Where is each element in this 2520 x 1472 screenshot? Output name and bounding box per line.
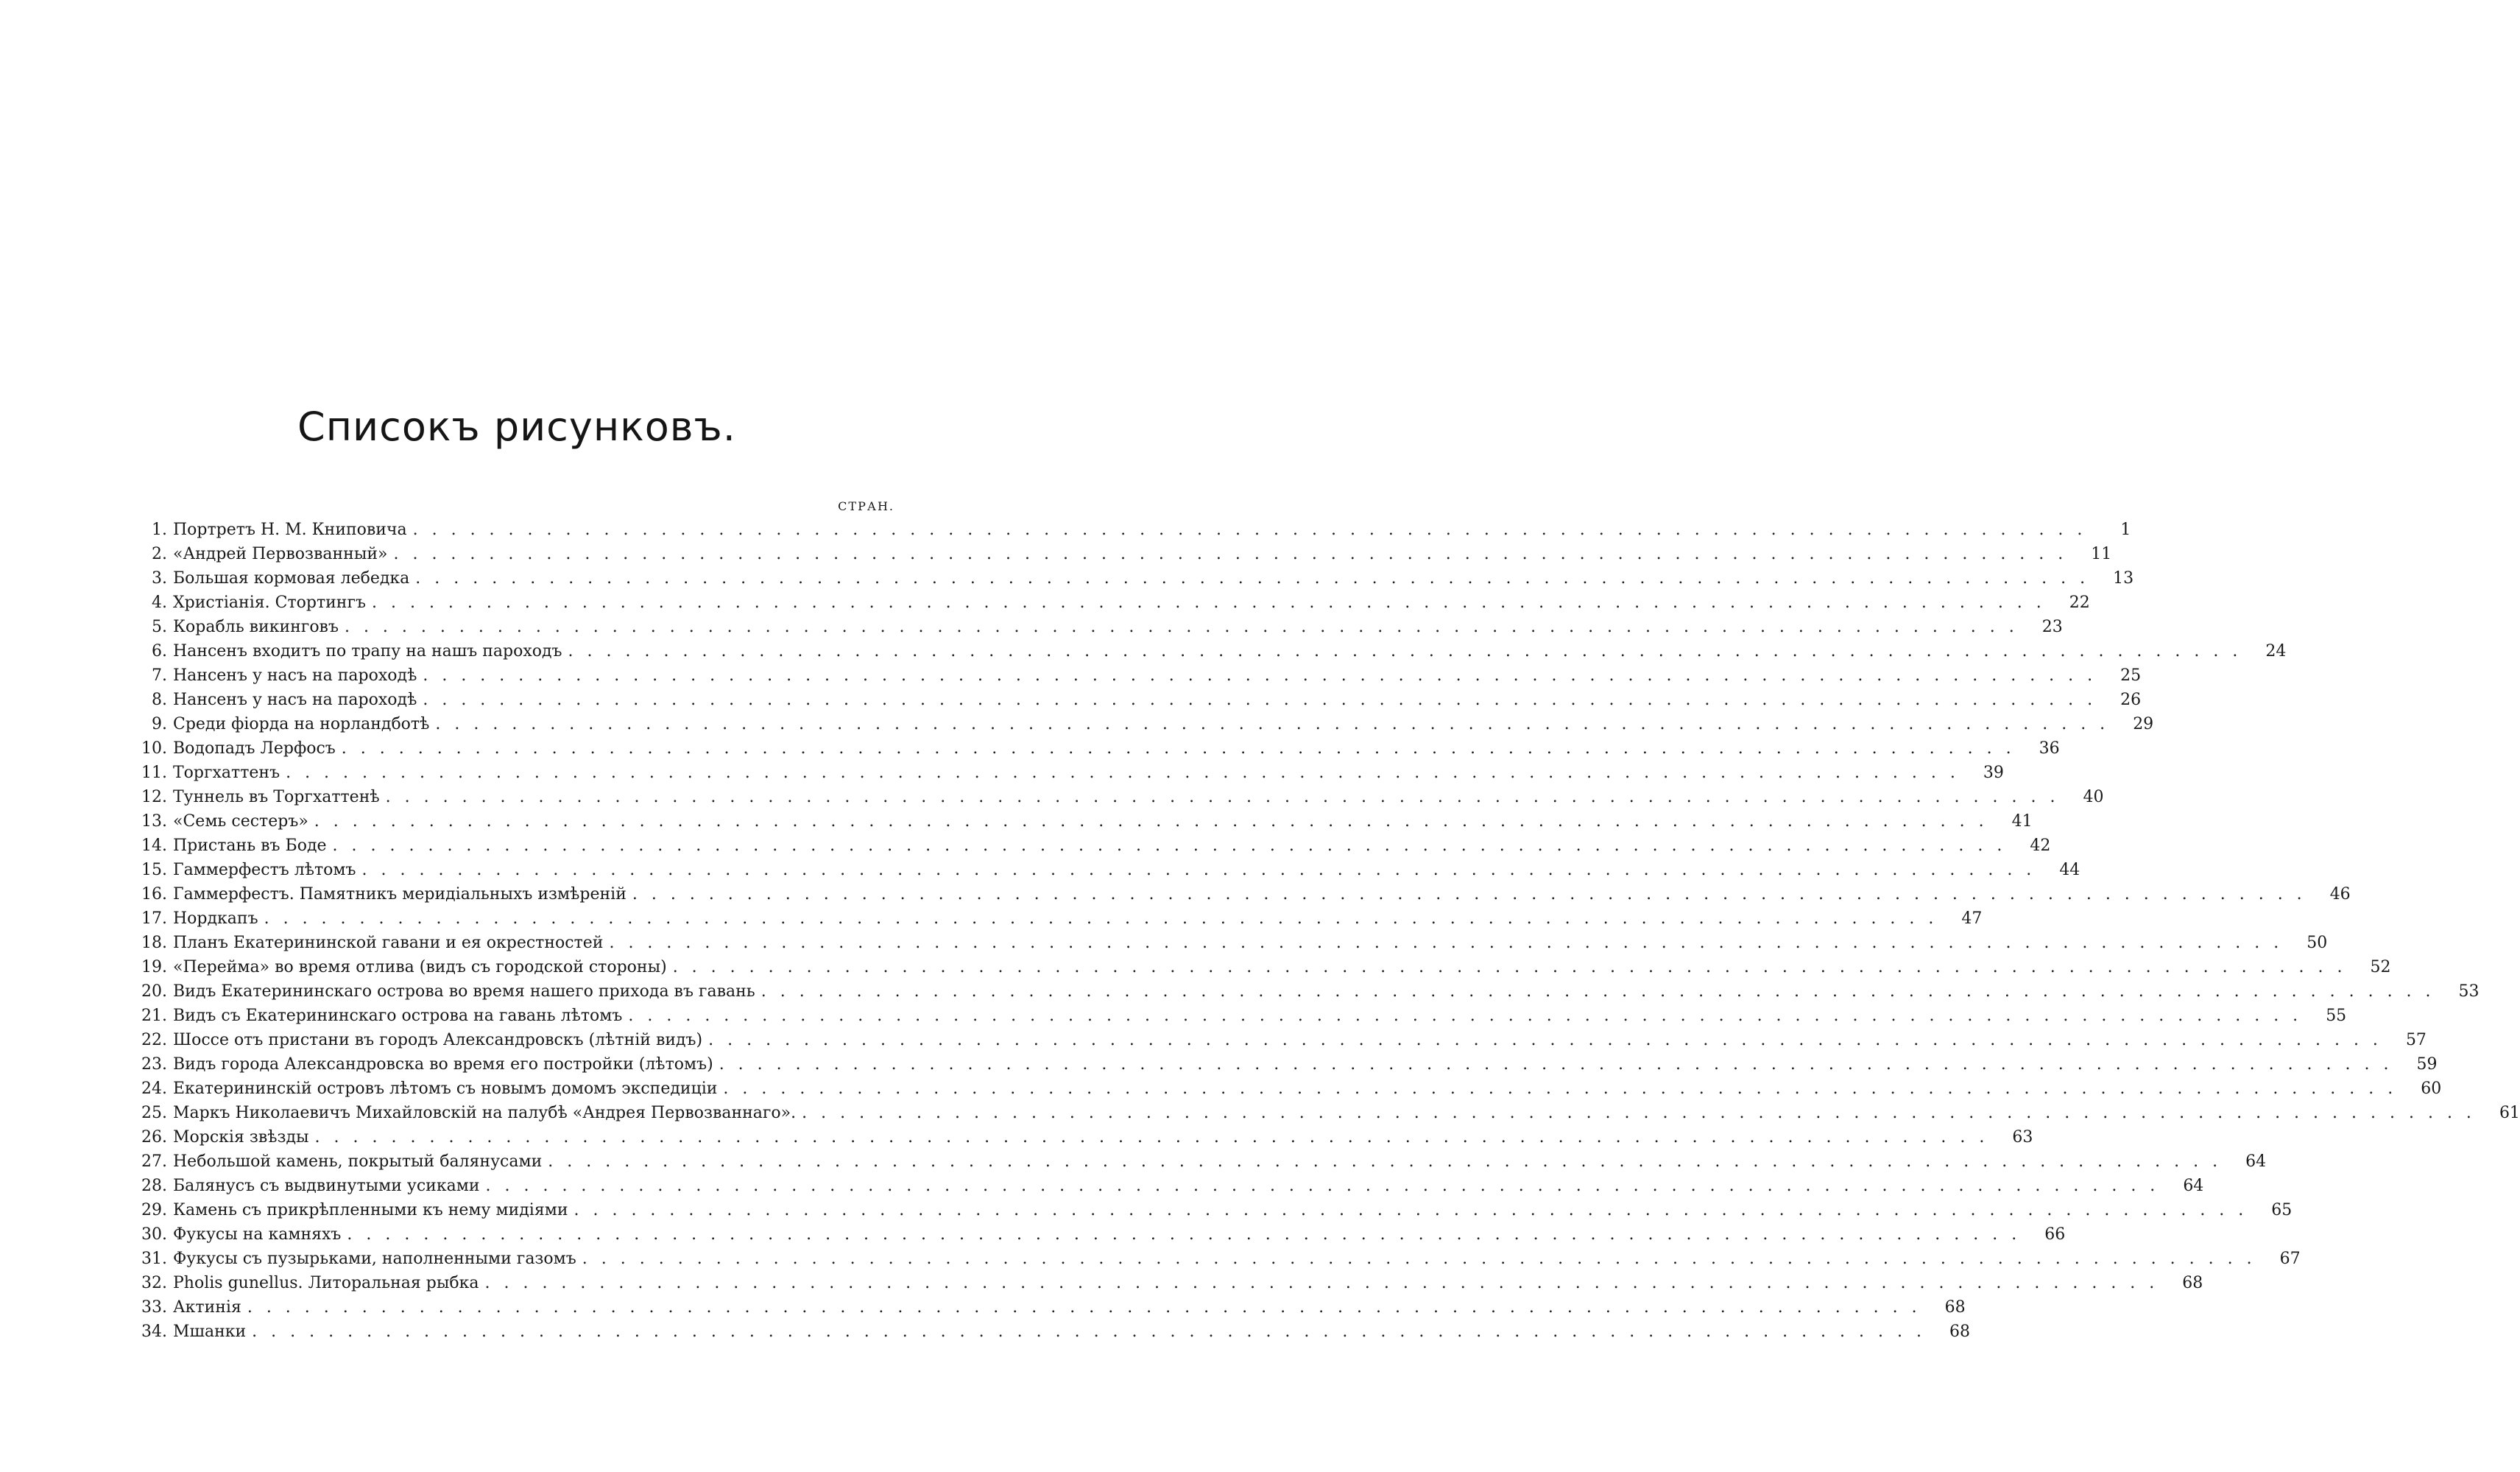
page-number: 1 xyxy=(2120,521,2131,539)
figure-number: 34. xyxy=(141,1323,167,1341)
page-number: 65 xyxy=(2271,1201,2293,1219)
figure-caption: Мшанки xyxy=(173,1323,247,1341)
figure-number: 20. xyxy=(141,982,167,1001)
list-item xyxy=(136,1174,2204,1198)
figure-caption: Фукусы съ пузырьками, наполненными газомъ xyxy=(173,1250,576,1268)
figure-number: 29. xyxy=(141,1201,167,1219)
page-number: 64 xyxy=(2183,1177,2204,1195)
figure-caption: Христіанія. Стортингъ xyxy=(173,594,366,612)
dot-leader xyxy=(568,1198,2248,1222)
figure-caption: Нордкапъ xyxy=(173,909,258,928)
page-number: 63 xyxy=(2012,1128,2033,1147)
page-number: 53 xyxy=(2458,982,2480,1001)
figure-number: 12. xyxy=(141,788,167,806)
page-number: 55 xyxy=(2326,1007,2347,1025)
figure-number: 19. xyxy=(141,958,167,976)
list-item xyxy=(136,591,2090,615)
list-item xyxy=(136,1077,2442,1101)
figure-number: 2. xyxy=(152,545,167,563)
figure-caption: Водопадъ Лерфосъ xyxy=(173,739,336,758)
dot-leader xyxy=(258,906,1938,931)
list-item xyxy=(136,1247,2301,1271)
dot-leader xyxy=(380,785,2060,809)
dot-leader xyxy=(702,1028,2382,1052)
list-item xyxy=(136,1149,2267,1174)
dot-leader xyxy=(576,1247,2256,1271)
page-number: 25 xyxy=(2120,666,2142,685)
list-item xyxy=(136,979,2480,1004)
page-number: 61 xyxy=(2499,1104,2520,1122)
dot-leader xyxy=(356,858,2036,882)
dot-leader xyxy=(309,1125,1989,1149)
figure-number: 11. xyxy=(141,764,167,782)
dot-leader xyxy=(339,615,2019,639)
page-number: 68 xyxy=(1949,1323,1970,1341)
figure-caption: Гаммерфестъ. Памятникъ меридіальныхъ измѣреній xyxy=(173,885,627,904)
dot-leader xyxy=(603,931,2283,955)
figure-caption: Гаммерфестъ лѣтомъ xyxy=(173,861,356,879)
list-item xyxy=(136,736,2060,761)
figure-number: 9. xyxy=(152,715,167,733)
figure-caption: Торгхаттенъ xyxy=(173,764,280,782)
page-title: Списокъ рисунковъ. xyxy=(297,404,736,450)
dot-leader xyxy=(429,712,2109,736)
list-item xyxy=(136,882,2351,906)
figure-caption: Нансенъ входитъ по трапу на нашъ пароходъ xyxy=(173,642,562,661)
page-number: 26 xyxy=(2120,691,2142,709)
figure-caption: Большая кормовая лебедка xyxy=(173,569,410,588)
list-item xyxy=(136,1222,2066,1247)
figure-number: 5. xyxy=(152,618,167,636)
figure-number: 4. xyxy=(152,594,167,612)
dot-leader xyxy=(417,688,2097,712)
page-number: 52 xyxy=(2370,958,2391,976)
figure-caption: Фукусы на камняхъ xyxy=(173,1225,342,1244)
page-number: 29 xyxy=(2133,715,2154,733)
figure-number: 28. xyxy=(141,1177,167,1195)
dot-leader xyxy=(366,591,2046,615)
figure-number: 33. xyxy=(141,1298,167,1317)
list-item xyxy=(136,542,2112,566)
page-number: 39 xyxy=(1983,764,2004,782)
dot-leader xyxy=(622,1004,2302,1028)
page-number: 46 xyxy=(2329,885,2351,904)
figure-caption: Нансенъ у насъ на пароходѣ xyxy=(173,691,417,709)
page-number: 64 xyxy=(2245,1152,2267,1171)
page-number: 47 xyxy=(1961,909,1983,928)
dot-leader xyxy=(246,1320,1926,1344)
dot-leader xyxy=(562,639,2242,663)
figure-caption: Морскія звѣзды xyxy=(173,1128,309,1147)
dot-leader xyxy=(387,542,2067,566)
page-number: 11 xyxy=(2091,545,2112,563)
figure-caption: Портретъ Н. М. Книповича xyxy=(173,521,407,539)
dot-leader xyxy=(667,955,2347,979)
list-item xyxy=(136,1028,2427,1052)
figure-caption: Шоссе отъ пристани въ городъ Александровскъ (лѣтній видъ) xyxy=(173,1031,703,1049)
list-item xyxy=(136,809,2033,834)
figure-caption: Екатерининскій островъ лѣтомъ съ новымъ домомъ экспедиціи xyxy=(173,1080,718,1098)
dot-leader xyxy=(755,979,2435,1004)
figure-number: 25. xyxy=(141,1104,167,1122)
page-number: 57 xyxy=(2405,1031,2427,1049)
figure-number: 23. xyxy=(141,1055,167,1074)
figure-caption: «Семь сестеръ» xyxy=(173,812,308,831)
dot-leader xyxy=(241,1295,1921,1320)
dot-leader xyxy=(717,1077,2397,1101)
page-number: 42 xyxy=(2030,837,2051,855)
list-item xyxy=(136,1052,2438,1077)
figure-caption: Планъ Екатерининской гавани и ея окрестностей xyxy=(173,934,604,952)
dot-leader xyxy=(479,1271,2159,1295)
list-item xyxy=(136,858,2080,882)
list-item xyxy=(136,639,2287,663)
figure-caption: Видъ Екатерининскаго острова во время нашего прихода въ гавань xyxy=(173,982,755,1001)
list-item xyxy=(136,761,2004,785)
figure-number: 8. xyxy=(152,691,167,709)
list-item xyxy=(136,1101,2520,1125)
list-item xyxy=(136,906,1983,931)
figure-caption: Корабль викинговъ xyxy=(173,618,339,636)
figure-number: 1. xyxy=(152,521,167,539)
list-item xyxy=(136,1198,2293,1222)
dot-leader xyxy=(627,882,2307,906)
dot-leader xyxy=(327,834,2007,858)
figure-number: 30. xyxy=(141,1225,167,1244)
figure-caption: Туннель въ Торгхаттенѣ xyxy=(173,788,380,806)
figure-caption: Небольшой камень, покрытый балянусами xyxy=(173,1152,543,1171)
dot-leader xyxy=(308,809,1988,834)
list-item xyxy=(136,1320,1970,1344)
dot-leader xyxy=(542,1149,2222,1174)
page-number: 68 xyxy=(1944,1298,1966,1317)
figure-number: 7. xyxy=(152,666,167,685)
list-item xyxy=(136,518,2131,542)
page-number: 60 xyxy=(2421,1080,2442,1098)
page-number: 40 xyxy=(2083,788,2104,806)
page-number: 66 xyxy=(2044,1225,2066,1244)
dot-leader xyxy=(409,566,2089,591)
list-item xyxy=(136,785,2104,809)
figure-number: 16. xyxy=(141,885,167,904)
figure-number: 13. xyxy=(141,812,167,831)
list-item xyxy=(136,834,2051,858)
figure-number: 31. xyxy=(141,1250,167,1268)
figure-number: 18. xyxy=(141,934,167,952)
list-item xyxy=(136,1295,1966,1320)
figure-number: 17. xyxy=(141,909,167,928)
figure-caption: Pholis gunellus. Литоральная рыбка xyxy=(173,1274,479,1292)
figure-caption: Среди фіорда на норландботѣ xyxy=(173,715,430,733)
figure-number: 15. xyxy=(141,861,167,879)
list-item xyxy=(136,1125,2033,1149)
dot-leader xyxy=(417,663,2097,688)
list-item xyxy=(136,931,2328,955)
figure-caption: Балянусъ съ выдвинутыми усиками xyxy=(173,1177,480,1195)
list-item xyxy=(136,688,2142,712)
figure-caption: Пристань въ Боде xyxy=(173,837,327,855)
figure-caption: Маркъ Николаевичъ Михайловскій на палубѣ «Андрея Первозваннаго». xyxy=(173,1104,797,1122)
dot-leader xyxy=(480,1174,2160,1198)
page-number: 13 xyxy=(2113,569,2134,588)
list-item xyxy=(136,663,2142,688)
figure-number: 21. xyxy=(141,1007,167,1025)
list-item xyxy=(136,566,2134,591)
figure-list xyxy=(136,518,2520,1344)
page-number: 41 xyxy=(2011,812,2033,831)
list-item xyxy=(136,615,2063,639)
figure-number: 22. xyxy=(141,1031,167,1049)
list-item xyxy=(136,712,2154,736)
figure-number: 32. xyxy=(141,1274,167,1292)
figure-number: 24. xyxy=(141,1080,167,1098)
list-item xyxy=(136,1271,2203,1295)
figure-number: 6. xyxy=(152,642,167,661)
page-number: 36 xyxy=(2039,739,2060,758)
figure-number: 14. xyxy=(141,837,167,855)
page-number: 23 xyxy=(2041,618,2063,636)
page-number: 44 xyxy=(2059,861,2080,879)
dot-leader xyxy=(407,518,2087,542)
dot-leader xyxy=(796,1101,2476,1125)
page-number: 50 xyxy=(2307,934,2328,952)
page-column-label: СТРАН. xyxy=(838,499,894,513)
page-number: 22 xyxy=(2069,594,2090,612)
dot-leader xyxy=(336,736,2016,761)
figure-caption: Видъ города Александровска во время его постройки (лѣтомъ) xyxy=(173,1055,713,1074)
dot-leader xyxy=(713,1052,2393,1077)
list-item xyxy=(136,1004,2347,1028)
figure-caption: «Андрей Первозванный» xyxy=(173,545,388,563)
dot-leader xyxy=(341,1222,2021,1247)
figure-caption: Видъ съ Екатерининскаго острова на гавань лѣтомъ xyxy=(173,1007,623,1025)
figure-number: 3. xyxy=(152,569,167,588)
figure-number: 27. xyxy=(141,1152,167,1171)
page-number: 59 xyxy=(2416,1055,2438,1074)
list-item xyxy=(136,955,2391,979)
figure-number: 26. xyxy=(141,1128,167,1147)
figure-number: 10. xyxy=(141,739,167,758)
figure-caption: Нансенъ у насъ на пароходѣ xyxy=(173,666,417,685)
page-number: 24 xyxy=(2265,642,2287,661)
page-number: 67 xyxy=(2279,1250,2301,1268)
figure-caption: Актинія xyxy=(173,1298,241,1317)
page-number: 68 xyxy=(2182,1274,2203,1292)
figure-caption: Камень съ прикрѣпленными къ нему мидіями xyxy=(173,1201,568,1219)
figure-caption: «Переймa» во время отлива (видъ съ городской стороны) xyxy=(173,958,667,976)
dot-leader xyxy=(280,761,1960,785)
